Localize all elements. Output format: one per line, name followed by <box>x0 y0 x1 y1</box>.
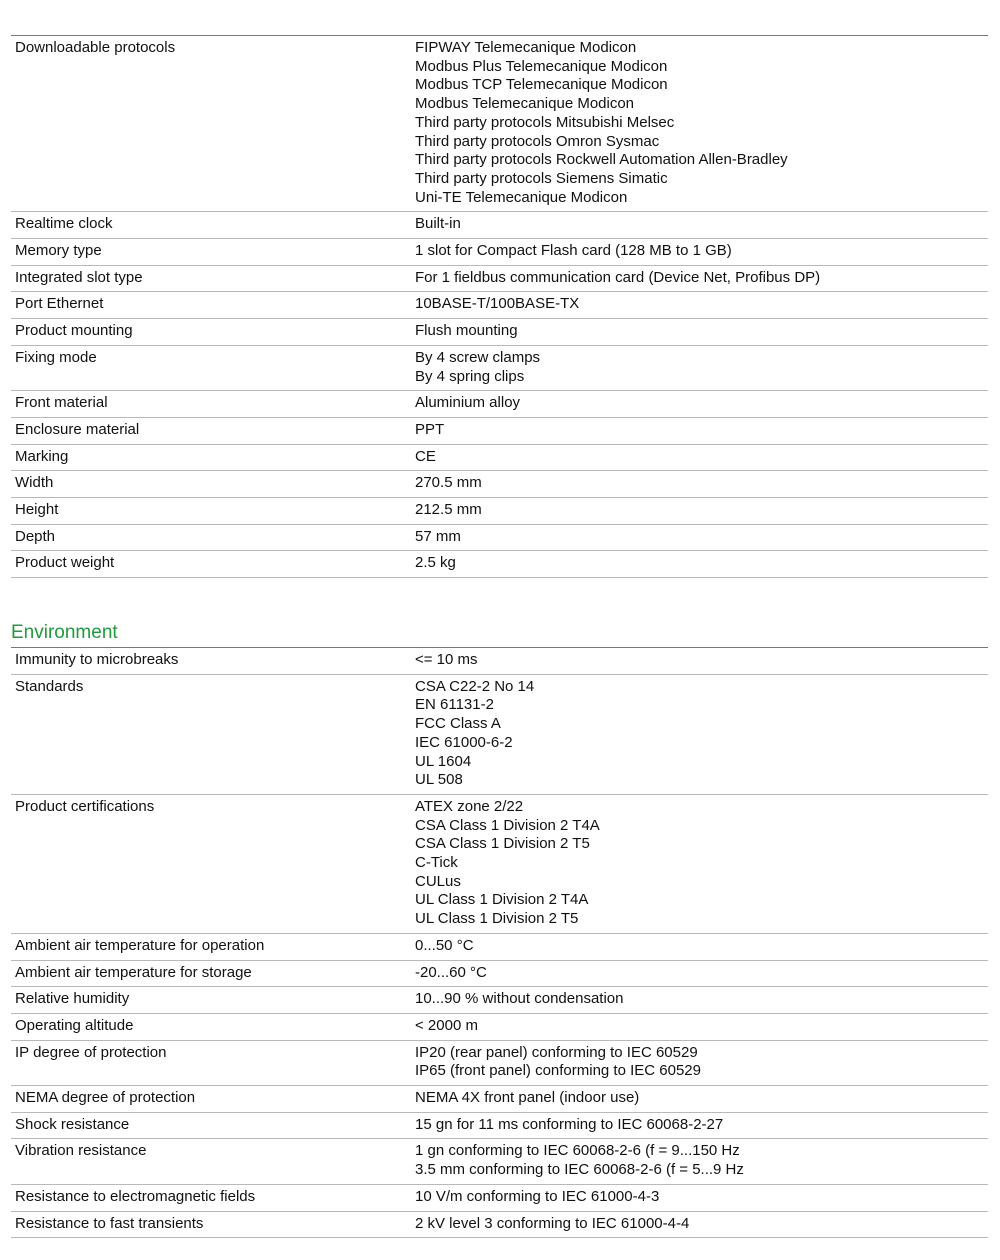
spec-value-line: Modbus TCP Telemecanique Modicon <box>415 76 668 94</box>
spec-row <box>11 1112 988 1139</box>
spec-value <box>415 987 988 1014</box>
spec-label: Product mounting <box>11 319 415 346</box>
spec-row <box>11 551 988 578</box>
general-spec-table <box>11 35 988 578</box>
spec-label: Ambient air temperature for operation <box>11 933 415 960</box>
spec-row <box>11 498 988 525</box>
spec-value-line: 10 V/m conforming to IEC 61000-4-3 <box>415 1187 660 1205</box>
spec-value <box>415 292 988 319</box>
spec-label: Integrated slot type <box>11 265 415 292</box>
spec-label: Vibration resistance <box>11 1139 415 1184</box>
spec-value <box>415 1040 988 1085</box>
spec-value-line: -20...60 °C <box>415 963 487 981</box>
spec-value-line: 15 gn for 11 ms conforming to IEC 60068-2-27 <box>415 1115 724 1133</box>
spec-value-line: 10BASE-T/100BASE-TX <box>415 295 580 313</box>
spec-value-line: UL 1604 <box>415 752 472 770</box>
spec-value-line: UL Class 1 Division 2 T4A <box>415 891 589 909</box>
spec-value-line: 1 slot for Compact Flash card (128 MB to 1 GB) <box>415 242 732 260</box>
spec-label: Width <box>11 471 415 498</box>
spec-row <box>11 933 988 960</box>
spec-value-line: 57 mm <box>415 527 461 545</box>
spec-value-line: CSA C22-2 No 14 <box>415 677 535 695</box>
spec-value-line: CSA Class 1 Division 2 T5 <box>415 835 590 853</box>
spec-value-line: IEC 61000-6-2 <box>415 733 513 751</box>
spec-value-line: 212.5 mm <box>415 501 482 519</box>
spec-value-line: PPT <box>415 420 445 438</box>
spec-row <box>11 1211 988 1238</box>
spec-value-line: FCC Class A <box>415 715 501 733</box>
spec-value-line: Third party protocols Rockwell Automation Allen-Bradley <box>415 151 788 169</box>
spec-value <box>415 1211 988 1238</box>
spec-value <box>415 319 988 346</box>
spec-row <box>11 265 988 292</box>
spec-value-line: Modbus Plus Telemecanique Modicon <box>415 57 668 75</box>
spec-value-line: By 4 spring clips <box>415 367 525 385</box>
spec-label: Downloadable protocols <box>11 36 415 212</box>
environment-section-title: Environment <box>11 622 118 643</box>
spec-label: Front material <box>11 391 415 418</box>
spec-value-line: <= 10 ms <box>415 651 478 668</box>
spec-value-line: Flush mounting <box>415 322 518 340</box>
spec-value-line: Aluminium alloy <box>415 394 521 412</box>
spec-value-line: CSA Class 1 Division 2 T4A <box>415 816 600 834</box>
spec-value-line: Third party protocols Siemens Simatic <box>415 169 668 187</box>
spec-label: Resistance to electromagnetic fields <box>11 1184 415 1211</box>
spec-row <box>11 345 988 390</box>
spec-row <box>11 960 988 987</box>
spec-row <box>11 524 988 551</box>
spec-value <box>415 36 988 212</box>
spec-row <box>11 987 988 1014</box>
spec-label: IP degree of protection <box>11 1040 415 1085</box>
spec-label: Resistance to fast transients <box>11 1211 415 1238</box>
spec-value <box>415 960 988 987</box>
spec-value <box>415 265 988 292</box>
spec-label: Ambient air temperature for storage <box>11 960 415 987</box>
spec-row <box>11 1086 988 1113</box>
spec-value-line: FIPWAY Telemecanique Modicon <box>415 39 637 56</box>
spec-value-line: 0...50 °C <box>415 936 474 954</box>
spec-label: Fixing mode <box>11 345 415 390</box>
spec-row <box>11 794 988 933</box>
spec-label: Enclosure material <box>11 417 415 444</box>
spec-label: NEMA degree of protection <box>11 1086 415 1113</box>
spec-value <box>415 1112 988 1139</box>
spec-value <box>415 1013 988 1040</box>
spec-row <box>11 1184 988 1211</box>
spec-value-line: Built-in <box>415 215 461 233</box>
spec-value <box>415 648 988 675</box>
spec-value <box>415 933 988 960</box>
spec-row <box>11 319 988 346</box>
environment-spec-table <box>11 647 988 1238</box>
spec-value <box>415 417 988 444</box>
spec-value-line: Third party protocols Mitsubishi Melsec <box>415 113 675 131</box>
spec-label: Memory type <box>11 239 415 266</box>
spec-value-line: NEMA 4X front panel (indoor use) <box>415 1089 640 1107</box>
spec-value <box>415 1139 988 1184</box>
spec-row <box>11 674 988 794</box>
spec-row <box>11 1013 988 1040</box>
spec-value-line: Modbus Telemecanique Modicon <box>415 95 635 113</box>
spec-value-line: 2 kV level 3 conforming to IEC 61000-4-4 <box>415 1214 690 1232</box>
spec-label: Standards <box>11 674 415 794</box>
spec-value-line: UL Class 1 Division 2 T5 <box>415 910 579 928</box>
spec-value <box>415 345 988 390</box>
spec-value-line: C-Tick <box>415 854 458 872</box>
spec-label: Shock resistance <box>11 1112 415 1139</box>
spec-label: Immunity to microbreaks <box>11 648 415 675</box>
spec-value <box>415 794 988 933</box>
spec-row <box>11 417 988 444</box>
spec-value-line: < 2000 m <box>415 1016 478 1034</box>
spec-label: Height <box>11 498 415 525</box>
spec-value-line: For 1 fieldbus communication card (Device Net, Profibus DP) <box>415 268 821 286</box>
spec-value <box>415 212 988 239</box>
spec-label: Product weight <box>11 551 415 578</box>
spec-row <box>11 444 988 471</box>
spec-value-line: By 4 screw clamps <box>415 348 541 366</box>
general-spec-rows <box>11 36 988 578</box>
spec-value-line: IP20 (rear panel) conforming to IEC 60529 <box>415 1043 698 1061</box>
spec-row <box>11 36 988 212</box>
spec-value <box>415 674 988 794</box>
spec-row <box>11 648 988 675</box>
spec-value-line: IP65 (front panel) conforming to IEC 60529 <box>415 1062 701 1080</box>
spec-value-line: 10...90 % without condensation <box>415 990 624 1008</box>
spec-value-line: 1 gn conforming to IEC 60068-2-6 (f = 9...150 Hz <box>415 1142 740 1160</box>
spec-value <box>415 239 988 266</box>
spec-row <box>11 212 988 239</box>
spec-label: Relative humidity <box>11 987 415 1014</box>
spec-value <box>415 551 988 578</box>
spec-value <box>415 498 988 525</box>
environment-spec-rows <box>11 648 988 1238</box>
spec-label: Marking <box>11 444 415 471</box>
spec-value-line: UL 508 <box>415 771 463 789</box>
spec-value-line: Third party protocols Omron Sysmac <box>415 132 660 150</box>
spec-value <box>415 444 988 471</box>
spec-value <box>415 524 988 551</box>
spec-label: Depth <box>11 524 415 551</box>
spec-label: Product certifications <box>11 794 415 933</box>
spec-value-line: ATEX zone 2/22 <box>415 797 524 815</box>
spec-value-line: Uni-TE Telemecanique Modicon <box>415 188 628 206</box>
spec-value-line: CE <box>415 447 436 465</box>
spec-row <box>11 391 988 418</box>
spec-value <box>415 1184 988 1211</box>
spec-value <box>415 1086 988 1113</box>
spec-label: Realtime clock <box>11 212 415 239</box>
spec-value-line: CULus <box>415 872 461 890</box>
spec-row <box>11 1139 988 1184</box>
spec-value-line: 2.5 kg <box>415 554 456 572</box>
spec-row <box>11 471 988 498</box>
spec-value-line: 270.5 mm <box>415 474 482 492</box>
spec-label: Operating altitude <box>11 1013 415 1040</box>
spec-value <box>415 391 988 418</box>
spec-row <box>11 239 988 266</box>
spec-value-line: 3.5 mm conforming to IEC 60068-2-6 (f = 5...9 Hz <box>415 1161 744 1179</box>
spec-value-line: EN 61131-2 <box>415 696 494 714</box>
spec-value <box>415 471 988 498</box>
spec-row <box>11 1040 988 1085</box>
spec-row <box>11 292 988 319</box>
spec-label: Port Ethernet <box>11 292 415 319</box>
